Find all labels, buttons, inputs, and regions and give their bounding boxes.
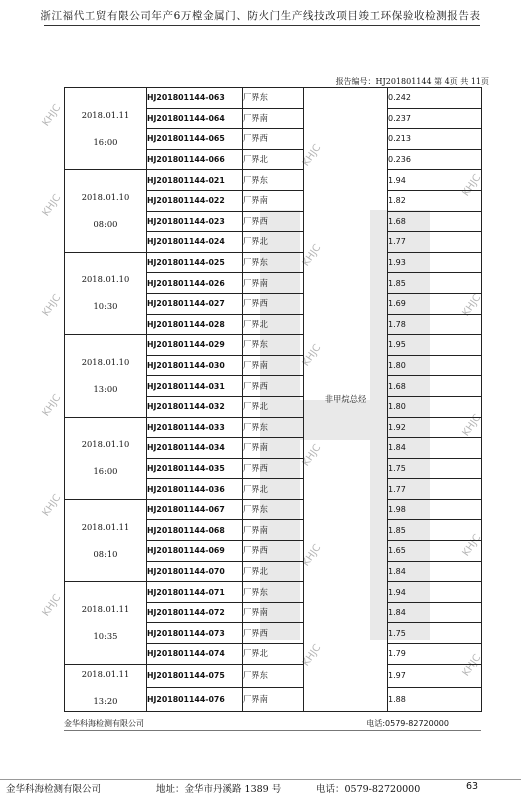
sampling-position: 厂界西 [243, 541, 304, 562]
table-row [65, 252, 482, 273]
title-rule [44, 25, 480, 26]
measured-value: 1.84 [388, 602, 482, 623]
sampling-time: 16:00 [93, 136, 118, 147]
measured-value: 1.77 [388, 479, 482, 500]
watermark-text: KHJC [300, 242, 324, 269]
sampling-position: 厂界北 [243, 644, 304, 665]
measured-value: 1.75 [388, 623, 482, 644]
measured-value: 1.94 [388, 582, 482, 603]
sampling-position: 厂界南 [243, 438, 304, 459]
sampling-position: 厂界南 [243, 602, 304, 623]
sampling-time-cell [65, 664, 147, 711]
measured-value: 1.80 [388, 396, 482, 417]
sampling-position: 厂界北 [243, 396, 304, 417]
sampling-time-cell [65, 88, 147, 170]
measured-value: 1.85 [388, 273, 482, 294]
footer-company: 金华科海检测有限公司 [64, 719, 144, 728]
watermark-text: KHJC [40, 102, 64, 129]
table-row [65, 664, 482, 688]
sampling-date: 2018.01.11 [81, 521, 130, 532]
table-row [65, 499, 482, 520]
measured-value: 1.88 [388, 688, 482, 712]
sampling-time: 08:10 [93, 548, 118, 559]
sampling-position: 厂界东 [243, 252, 304, 273]
footer-rule [64, 730, 481, 731]
sample-code: HJ201801144-021 [147, 170, 243, 191]
table-row [65, 582, 482, 603]
measured-value: 1.69 [388, 293, 482, 314]
measured-value: 1.82 [388, 190, 482, 211]
sampling-position: 厂界东 [243, 417, 304, 438]
sampling-position: 厂界北 [243, 479, 304, 500]
sample-code: HJ201801144-070 [147, 561, 243, 582]
sample-code: HJ201801144-031 [147, 376, 243, 397]
measured-value: 1.78 [388, 314, 482, 335]
table-row [65, 417, 482, 438]
measured-value: 1.75 [388, 458, 482, 479]
sampling-time-cell [65, 499, 147, 581]
sample-code: HJ201801144-035 [147, 458, 243, 479]
sampling-position: 厂界南 [243, 273, 304, 294]
measured-value: 0.213 [388, 129, 482, 150]
measured-value: 0.236 [388, 149, 482, 170]
watermark-text: KHJC [460, 412, 484, 439]
sample-code: HJ201801144-033 [147, 417, 243, 438]
report-title: 浙江福代工贸有限公司年产6万樘金属门、防火门生产线技改项目竣工环保验收检测报告表 [40, 10, 481, 22]
sampling-time-cell [65, 335, 147, 417]
sample-code: HJ201801144-072 [147, 602, 243, 623]
sampling-position: 厂界南 [243, 190, 304, 211]
sample-code: HJ201801144-076 [147, 688, 243, 712]
measured-value: 1.95 [388, 335, 482, 356]
sampling-position: 厂界西 [243, 623, 304, 644]
sample-code: HJ201801144-027 [147, 293, 243, 314]
sampling-time: 13:00 [93, 383, 118, 394]
page-number: 63 [466, 781, 479, 792]
measured-value: 1.97 [388, 664, 482, 688]
sampling-time-cell [65, 170, 147, 252]
sampling-position: 厂界东 [243, 582, 304, 603]
sampling-position: 厂界南 [243, 688, 304, 712]
sample-code: HJ201801144-023 [147, 211, 243, 232]
sampling-date: 2018.01.11 [81, 668, 130, 679]
watermark-text: KHJC [300, 342, 324, 369]
sampling-time: 10:35 [93, 630, 118, 641]
measured-value: 0.237 [388, 108, 482, 129]
measured-value: 1.80 [388, 355, 482, 376]
measured-value: 1.84 [388, 438, 482, 459]
bottom-company: 金华科海检测有限公司 [6, 784, 102, 795]
measured-value: 1.93 [388, 252, 482, 273]
sample-code: HJ201801144-068 [147, 520, 243, 541]
sampling-date: 2018.01.10 [81, 356, 130, 367]
sample-code: HJ201801144-022 [147, 190, 243, 211]
sampling-position: 厂界西 [243, 376, 304, 397]
measured-value: 1.98 [388, 499, 482, 520]
bottom-rule [0, 779, 521, 780]
measured-value: 1.68 [388, 376, 482, 397]
watermark-text: KHJC [40, 492, 64, 519]
sample-code: HJ201801144-032 [147, 396, 243, 417]
watermark-text: KHJC [40, 192, 64, 219]
watermark-text: KHJC [460, 172, 484, 199]
sampling-date: 2018.01.10 [81, 439, 130, 450]
sample-code: HJ201801144-074 [147, 644, 243, 665]
sample-code: HJ201801144-071 [147, 582, 243, 603]
sample-code: HJ201801144-036 [147, 479, 243, 500]
watermark-text: KHJC [300, 642, 324, 669]
sampling-position: 厂界北 [243, 314, 304, 335]
sampling-time-cell [65, 252, 147, 334]
sampling-time: 10:30 [93, 301, 118, 312]
sampling-position: 厂界北 [243, 149, 304, 170]
watermark-text: KHJC [300, 542, 324, 569]
sampling-position: 厂界西 [243, 211, 304, 232]
sampling-position: 厂界南 [243, 520, 304, 541]
table-row [65, 335, 482, 356]
test-item-cell: 非甲烷总烃 [304, 88, 388, 712]
watermark-text: KHJC [300, 442, 324, 469]
sampling-position: 厂界东 [243, 88, 304, 109]
sampling-position: 厂界北 [243, 232, 304, 253]
monitoring-table [64, 87, 482, 712]
measured-value: 1.85 [388, 520, 482, 541]
footer-phone: 电话:0579-82720000 [366, 719, 449, 728]
watermark-text: KHJC [40, 592, 64, 619]
sample-code: HJ201801144-034 [147, 438, 243, 459]
sampling-time-cell [65, 582, 147, 664]
sample-code: HJ201801144-030 [147, 355, 243, 376]
sampling-position: 厂界西 [243, 129, 304, 150]
measured-value: 1.79 [388, 644, 482, 665]
sample-code: HJ201801144-028 [147, 314, 243, 335]
sampling-date: 2018.01.11 [81, 603, 130, 614]
sampling-position: 厂界东 [243, 664, 304, 688]
sampling-position: 厂界东 [243, 335, 304, 356]
sampling-position: 厂界北 [243, 561, 304, 582]
sampling-date: 2018.01.10 [81, 274, 130, 285]
sample-code: HJ201801144-066 [147, 149, 243, 170]
sample-code: HJ201801144-025 [147, 252, 243, 273]
sample-code: HJ201801144-026 [147, 273, 243, 294]
sample-code: HJ201801144-075 [147, 664, 243, 688]
measured-value: 1.68 [388, 211, 482, 232]
table-row [65, 170, 482, 191]
sample-code: HJ201801144-063 [147, 88, 243, 109]
report-number: 报告编号：HJ201801144 第 4页 共 11页 [335, 77, 489, 86]
measured-value: 0.242 [388, 88, 482, 109]
sampling-position: 厂界东 [243, 499, 304, 520]
sample-code: HJ201801144-065 [147, 129, 243, 150]
sampling-date: 2018.01.11 [81, 109, 130, 120]
watermark-text: KHJC [40, 292, 64, 319]
table-row [65, 88, 482, 109]
sampling-position: 厂界西 [243, 293, 304, 314]
sampling-time: 16:00 [93, 466, 118, 477]
sample-code: HJ201801144-073 [147, 623, 243, 644]
sample-code: HJ201801144-069 [147, 541, 243, 562]
sample-code: HJ201801144-029 [147, 335, 243, 356]
watermark-text: KHJC [300, 142, 324, 169]
sampling-position: 厂界南 [243, 108, 304, 129]
watermark-text: KHJC [460, 652, 484, 679]
measured-value: 1.77 [388, 232, 482, 253]
measured-value: 1.92 [388, 417, 482, 438]
measured-value: 1.84 [388, 561, 482, 582]
sampling-position: 厂界南 [243, 355, 304, 376]
sample-code: HJ201801144-064 [147, 108, 243, 129]
bottom-address: 地址：金华市丹溪路 1389 号 [156, 784, 282, 795]
measured-value: 1.94 [388, 170, 482, 191]
watermark-text: KHJC [460, 532, 484, 559]
sampling-date: 2018.01.10 [81, 192, 130, 203]
sampling-time: 13:20 [93, 695, 118, 706]
sampling-position: 厂界西 [243, 458, 304, 479]
sampling-time-cell [65, 417, 147, 499]
sampling-position: 厂界东 [243, 170, 304, 191]
measured-value: 1.65 [388, 541, 482, 562]
sample-code: HJ201801144-067 [147, 499, 243, 520]
bottom-phone: 电话：0579-82720000 [316, 784, 421, 795]
sampling-time: 08:00 [93, 219, 118, 230]
watermark-text: KHJC [460, 292, 484, 319]
sample-code: HJ201801144-024 [147, 232, 243, 253]
watermark-text: KHJC [40, 392, 64, 419]
